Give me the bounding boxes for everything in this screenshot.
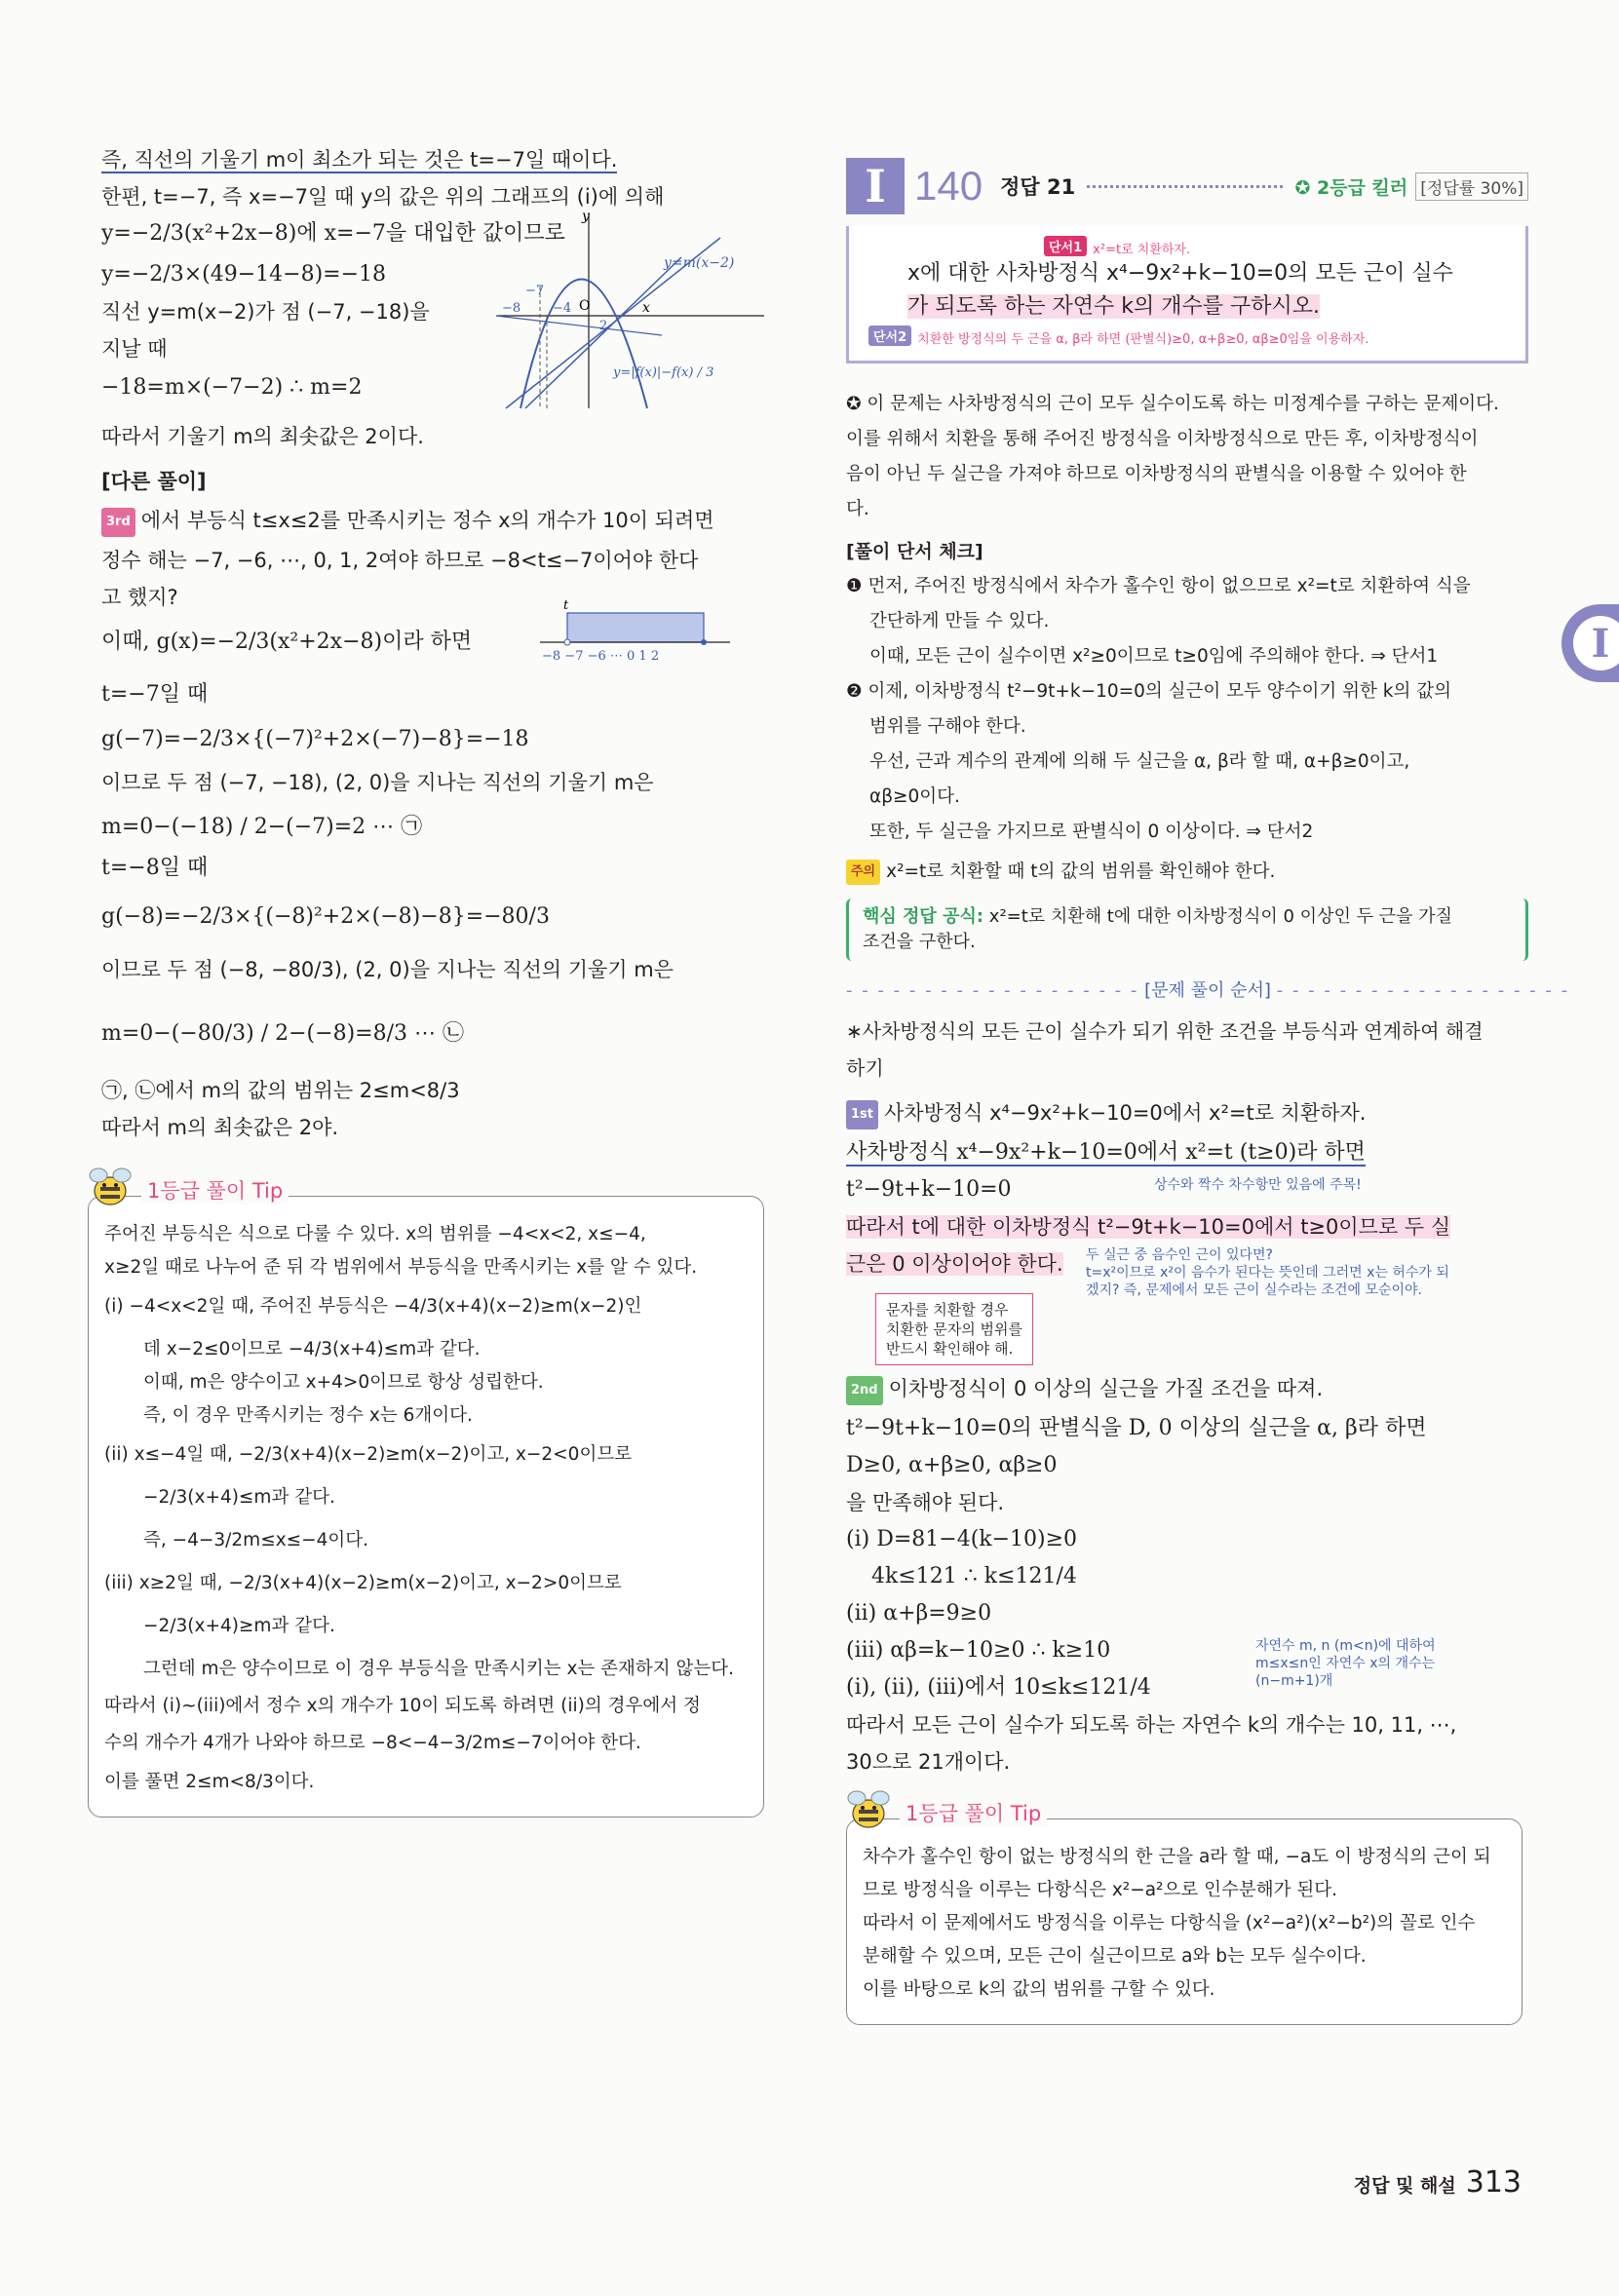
side-note: 자연수 m, n (m<n)에 대하여 [1255, 1638, 1436, 1654]
tip-line: x≥2일 때로 나누어 준 뒤 각 범위에서 부등식을 만족시키는 x를 알 수 있다. [104, 1257, 698, 1278]
tip-line: −2/3(x+4)≤m과 같다. [143, 1487, 335, 1508]
tick-label: 2 [599, 319, 608, 333]
accuracy-rate: [정답률 30%] [1415, 172, 1528, 201]
math-line: t=−8일 때 [101, 856, 209, 880]
problem-header [846, 158, 1528, 214]
text: 사차방정식 x⁴−9x²+k−10=0에서 x²=t (t≥0)라 하면 [846, 1140, 1366, 1165]
tip-line: 므로 방정식을 이루는 다항식은 x²−a²으로 인수분해가 된다. [863, 1880, 1337, 1900]
text-line: 이때, 모든 근이 실수이면 x²≥0이므로 t≥0임에 주의해야 한다. ⇒ 단서1 [869, 646, 1439, 667]
tip-line: 주어진 부등식은 식으로 다룰 수 있다. x의 범위를 −4<x<2, x≤−4, [104, 1224, 646, 1244]
text-line: 하기 [846, 1056, 884, 1080]
y-axis-label: y [582, 209, 590, 224]
text-line: 을 만족해야 된다. [846, 1491, 1005, 1514]
math-line: (iii) αβ=k−10≥0 ∴ k≥10 [846, 1638, 1111, 1663]
left-column [101, 146, 784, 1818]
number-line [540, 599, 735, 668]
text: 치환한 문자의 범위를 [886, 1320, 1022, 1338]
text: 즉, 직선의 기울기 m이 최소가 되는 것은 t=−7일 때이다. [101, 148, 618, 172]
check-title: [풀이 단서 체크] [846, 541, 983, 562]
text-line: 따라서 m의 최솟값은 2야. [101, 1116, 339, 1139]
tip-line: 분해할 수 있으며, 모든 근이 실근이므로 a와 b는 모두 실수이다. [863, 1946, 1367, 1967]
math-line: m=0−(−80/3) / 2−(−8)=8/3 ⋯ ㉡ [101, 1021, 464, 1046]
text-line: 따라서 모든 근이 실수가 되도록 하는 자연수 k의 개수는 10, 11, ⋯, [846, 1713, 1457, 1737]
tip-line: −2/3(x+4)≥m과 같다. [143, 1616, 335, 1636]
tip-title: 1등급 풀이 Tip [900, 1798, 1047, 1827]
side-note: t=x²이므로 x²이 음수가 된다는 뜻인데 그러면 x는 허수가 되 [1086, 1265, 1449, 1281]
step-chip: 3rd [101, 508, 135, 537]
text: x²=t로 치환할 때 t의 값의 범위를 확인해야 한다. [886, 861, 1276, 882]
text: x²=t로 치환해 t에 대한 이차방정식이 0 이상인 두 근을 가질 [988, 906, 1452, 927]
answer-label: 정답 21 [1000, 175, 1076, 199]
math-line: t²−9t+k−10=0의 판별식을 D, 0 이상의 실근을 α, β라 하면 [846, 1416, 1427, 1440]
footer-label: 정답 및 해설 [1353, 2175, 1456, 2197]
tip-line: 수의 개수가 4개가 나와야 하므로 −8<−4−3/2m≤−7이어야 한다. [104, 1733, 641, 1753]
side-note: (n−m+1)개 [1255, 1673, 1333, 1689]
step-row [846, 1176, 1528, 1204]
text: 에서 부등식 t≤x≤2를 만족시키는 정수 x의 개수가 10이 되려면 [140, 509, 714, 532]
math-line: D≥0, α+β≥0, αβ≥0 [846, 1453, 1058, 1477]
text-line: 이므로 두 점 (−7, −18), (2, 0)을 지나는 직선의 기울기 m은 [101, 771, 654, 794]
text: 이차방정식이 0 이상의 실근을 가질 조건을 따져. [888, 1377, 1324, 1400]
text-line: 정수 해는 −7, −6, ⋯, 0, 1, 2여야 하므로 −8<t≤−7이어야 한다 [101, 549, 699, 572]
text-line: 이므로 두 점 (−8, −80/3), (2, 0)을 지나는 직선의 기울기 m은 [101, 958, 675, 981]
caution-chip: 주의 [846, 860, 880, 885]
text-line: ✪ 이 문제는 사차방정식의 근이 모두 실수이도록 하는 미정계수를 구하는 문제이다. [846, 394, 1499, 414]
x-axis-label: x [642, 300, 650, 316]
math-line: t=−7일 때 [101, 682, 209, 707]
hint-text: x²=t로 치환하자. [1093, 243, 1191, 257]
math-line: m=0−(−18) / 2−(−7)=2 ⋯ ㉠ [101, 815, 423, 839]
chapter-tab [1561, 604, 1619, 682]
text-line [101, 146, 784, 173]
text-line: 한편, t=−7, 즉 x=−7일 때 y의 값은 위의 그래프의 (i)에 의해 [101, 185, 665, 209]
tip-line: (ii) x≤−4일 때, −2/3(x+4)(x−2)≥m(x−2)이고, x−2<0이므로 [104, 1444, 633, 1465]
text-line: 범위를 구해야 한다. [869, 716, 1026, 737]
hint-text: 치환한 방정식의 두 근을 α, β라 하면 (판별식)≥0, α+β≥0, αβ≥0임을 이용하자. [917, 332, 1369, 347]
text-line: αβ≥0이다. [869, 786, 960, 807]
math-line: 4k≤121 ∴ k≤121/4 [871, 1564, 1077, 1588]
hint-chip: 단서1 [1044, 236, 1087, 256]
text-line: 다. [846, 499, 869, 519]
tip-line: 즉, −4−3/2m≤x≤−4이다. [143, 1530, 369, 1550]
unit-badge: I [846, 158, 905, 214]
text-line: 또한, 두 실근을 가지므로 판별식이 0 이상이다. ⇒ 단서2 [869, 822, 1314, 842]
order-bar: - - - - - - - - - - - - - - - - - - - [문제 풀이 순서] - - - - - - - - - - - - - - - - - - - [846, 980, 1570, 1001]
right-column [846, 158, 1570, 2025]
formula-title: 핵심 정답 공식: [863, 906, 984, 927]
text-line: 우선, 근과 계수의 관계에 의해 두 실근을 α, β라 할 때, α+β≥0이고, [869, 751, 1410, 772]
tip-line: 차수가 홀수인 항이 없는 방정식의 한 근을 a라 할 때, −a도 이 방정식의 근이 되 [863, 1847, 1491, 1867]
tip-line: (iii) x≥2일 때, −2/3(x+4)(x−2)≥m(x−2)이고, x−2>0이므로 [104, 1573, 622, 1593]
text-line: ❷ 이제, 이차방정식 t²−9t+k−10=0의 실근이 모두 양수이기 위한 k의 값의 [846, 681, 1451, 702]
tip-line: (i) −4<x<2일 때, 주어진 부등식은 −4/3(x+4)(x−2)≥m(x−2)인 [104, 1296, 642, 1317]
tip-line: 데 x−2≤0이므로 −4/3(x+4)≤m과 같다. [143, 1339, 481, 1359]
question-line [868, 290, 1506, 324]
tip-line: 이때, m은 양수이고 x+4>0이므로 항상 성립한다. [143, 1372, 544, 1393]
hint-chip: 단서2 [868, 325, 911, 346]
side-note: m≤x≤n인 자연수 x의 개수는 [1255, 1656, 1436, 1671]
math-line: −18=m×(−7−2) ∴ m=2 [101, 375, 363, 400]
tip-line: 따라서 이 문제에서도 방정식을 이루는 다항식을 (x²−a²)(x²−b²)의 꼴로 인수 [863, 1913, 1476, 1933]
tip-line: 즉, 이 경우 만족시키는 정수 x는 6개이다. [143, 1405, 473, 1426]
text-line: 따라서 기울기 m의 최솟값은 2이다. [101, 425, 424, 448]
caution-box [875, 1293, 1033, 1365]
step-chip: 1st [846, 1100, 878, 1129]
function-graph [486, 209, 769, 413]
tick-label: −8 [502, 301, 521, 316]
step-line [846, 1375, 1528, 1405]
tip-line: 따라서 (i)~(iii)에서 정수 x의 개수가 10이 되도록 하려면 (ii)의 경우에서 정 [104, 1696, 701, 1716]
grade-badge: ✪ 2등급 킬러 [1294, 176, 1408, 199]
text-line: 지날 때 [101, 337, 168, 361]
alt-solution-title: [다른 풀이] [101, 470, 207, 493]
math-line: (i), (ii), (iii)에서 10≤k≤121/4 [846, 1675, 1151, 1700]
math-line: g(−7)=−2/3×{(−7)²+2×(−7)−8}=−18 [101, 727, 529, 751]
tip-box-right [846, 1802, 1523, 2025]
math-line: 이때, g(x)=−2/3(x²+2x−8)이라 하면 [101, 630, 473, 654]
text-line [846, 1213, 1528, 1241]
tip-title: 1등급 풀이 Tip [141, 1175, 289, 1205]
page-footer [1354, 2165, 1522, 2200]
page-number: 313 [1465, 2165, 1522, 2200]
math-line: t²−9t+k−10=0 [846, 1177, 1012, 1202]
t-label: t [563, 599, 569, 613]
dotted-divider [1087, 185, 1283, 188]
math-line [846, 1139, 1528, 1167]
text: 따라서 t에 대한 이차방정식 t²−9t+k−10=0에서 t≥0이므로 두 실 [846, 1215, 1451, 1239]
question-line [868, 257, 1506, 290]
key-formula-box [846, 899, 1528, 961]
side-note: 겠지? 즉, 문제에서 모든 근이 실수라는 조건에 모순이야. [1086, 1282, 1423, 1298]
ticks-label: −8 −7 −6 ⋯ 0 1 2 [542, 649, 660, 664]
tip-box-left [88, 1179, 764, 1818]
origin-label: O [579, 298, 591, 314]
side-note: 상수와 짝수 차수항만 있음에 주목! [1154, 1177, 1362, 1193]
order-title: [문제 풀이 순서] [1144, 980, 1271, 1001]
text: 사차방정식 x⁴−9x²+k−10=0에서 x²=t로 치환하자. [884, 1101, 1367, 1125]
tick-label: −7 [525, 284, 545, 298]
text-line: 이를 위해서 치환을 통해 주어진 방정식을 이차방정식으로 만든 후, 이차방정식이 [846, 429, 1479, 449]
math-line: (i) D=81−4(k−10)≥0 [846, 1527, 1078, 1551]
text-line: ∗사차방정식의 모든 근이 실수가 되기 위한 조건을 부등식과 연계하여 해결 [846, 1019, 1484, 1043]
text: 조건을 구한다. [863, 932, 976, 952]
text: 가 되도록 하는 자연수 k의 개수를 구하시오. [907, 294, 1320, 319]
tip-line: 이를 바탕으로 k의 값의 범위를 구할 수 있다. [863, 1979, 1215, 2000]
math-line: g(−8)=−2/3×{(−8)²+2×(−8)−8}=−80/3 [101, 904, 550, 929]
problem-number: 140 [914, 163, 983, 209]
math-line: y=−2/3(x²+2x−8)에 x=−7을 대입한 값이므로 [101, 221, 565, 246]
text: 반드시 확인해야 해. [886, 1340, 1014, 1358]
caution-line [846, 860, 1528, 885]
chapter-tab-label: I [1573, 616, 1619, 670]
text-line: 30으로 21개이다. [846, 1750, 1011, 1774]
curve-label: y=|f(x)|−f(x) / 3 [613, 365, 714, 380]
text: 근은 0 이상이어야 한다. [846, 1252, 1063, 1276]
text-line: ㉠, ㉡에서 m의 값의 범위는 2≤m<8/3 [101, 1079, 460, 1102]
bee-icon [83, 1160, 137, 1214]
text-line: 간단하게 만들 수 있다. [869, 611, 1050, 631]
text-line: 직선 y=m(x−2)가 점 (−7, −18)을 [101, 300, 430, 324]
math-line: y=−2/3×(49−14−8)=−18 [101, 262, 387, 287]
text-line: ❶ 먼저, 주어진 방정식에서 차수가 홀수인 항이 없으므로 x²=t로 치환하여 식을 [846, 576, 1471, 596]
intro-block [846, 393, 1528, 521]
tick-label: −4 [553, 301, 572, 316]
text-line [101, 507, 784, 537]
tip-line: 그런데 m은 양수이므로 이 경우 부등식을 만족시키는 x는 존재하지 않는다. [143, 1659, 735, 1679]
text-line: 음이 아닌 두 실근을 가져야 하므로 이차방정식의 판별식을 이용할 수 있어야 한 [846, 464, 1467, 484]
side-note-block [1086, 1246, 1449, 1299]
question-box [846, 226, 1528, 364]
step-chip: 2nd [846, 1376, 883, 1405]
bee-icon [841, 1782, 896, 1837]
tip-line: 이를 풀면 2≤m<8/3이다. [104, 1772, 315, 1792]
step-row [846, 1247, 1528, 1367]
text: x에 대한 사차방정식 x⁴−9x²+k−10=0의 모든 근이 실수 [907, 261, 1453, 286]
math-line: (ii) α+β=9≥0 [846, 1601, 992, 1626]
side-note-block [1255, 1637, 1436, 1690]
side-note: 두 실근 중 음수인 근이 있다면? [1086, 1247, 1273, 1263]
text-line: 고 했지? [101, 586, 178, 609]
numline-block [101, 599, 784, 668]
text: 문자를 치환할 경우 [886, 1301, 1009, 1319]
line-label: y=m(x−2) [664, 255, 735, 271]
step-line [846, 1099, 1528, 1129]
step-row [846, 1637, 1528, 1702]
